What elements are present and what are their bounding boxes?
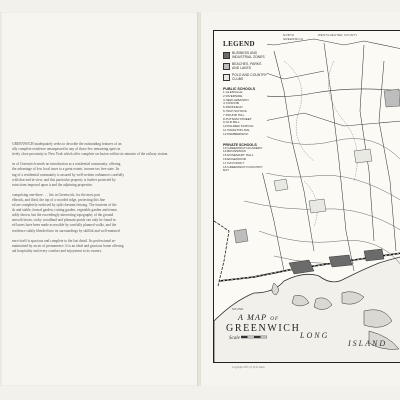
public-schools-list — [223, 91, 267, 137]
map-scale — [229, 335, 267, 341]
water-label-island: ISLAND — [348, 339, 388, 348]
school-item: 18 GREENWICH COUNTRY DAY — [223, 164, 263, 173]
text-line: sh and stable, formal garden, cutting garden, vegetable garden and tennis — [12, 208, 117, 213]
map-title: GREENWICH — [226, 323, 301, 334]
text-line: arbly shown, but the exceedingly interesting topography of the ground — [12, 213, 114, 218]
map-credit: Copyright 1937, by W.D. Allen — [232, 366, 265, 369]
school-item: 3 NEW LEBANON — [223, 97, 249, 102]
text-line: ed are completely enclosed by split chestnut fencing. The fourteen of the — [12, 203, 117, 208]
legend-item — [223, 73, 267, 81]
text-line: ual hospitality and every comfort and enjoyment to its owners. — [12, 248, 103, 253]
text-line: GREENWICH inadequately seeks to describe the outstanding features of an — [12, 142, 122, 146]
text-line: tively close proximity to New York which offer complete seclusion within six minutes of the railway station. — [12, 152, 169, 157]
legend-label: BEACHES, PARKS AND LAKES — [232, 62, 262, 70]
legend-swatch — [223, 74, 230, 81]
school-item: 14 BRUNSWICK — [223, 149, 247, 154]
legend-item — [223, 62, 267, 70]
school-item: 6 HIGH SCHOOL — [223, 108, 248, 113]
description-text — [12, 142, 176, 259]
water-label-long: LONG — [300, 331, 330, 340]
text-line: the advantage of low local taxes to a great extent, income tax free state. Its — [12, 167, 120, 172]
school-item: 8 PUTNAM STREET — [223, 116, 252, 121]
school-item: 13 GREENWICH ACADEMY — [223, 145, 263, 150]
legend-swatch — [223, 52, 230, 59]
place-label-westchester: WESTCHESTER COUNTY — [318, 33, 358, 37]
school-item: 16 EDGEWOOD — [223, 156, 247, 161]
paragraph — [12, 193, 176, 234]
text-line: elbrook, and third, the top of a wooded ridge, protecting this line — [12, 197, 106, 202]
place-label-north: NORTH — [283, 33, 295, 37]
scale-label: Scale — [229, 336, 240, 341]
private-schools-title: PRIVATE SCHOOLS — [223, 142, 257, 147]
map-legend — [223, 40, 267, 173]
text-line: ally complete residence unsurpassed in any of those few remaining spots in — [12, 147, 121, 152]
school-item: 2 RIVERSIDE — [223, 93, 243, 98]
paragraph — [12, 142, 176, 188]
text-line: ence itself is spacious and complete to the last detail. Its professional ar- — [12, 238, 116, 243]
map-title-of: OF — [270, 317, 280, 322]
legend-items — [223, 51, 267, 81]
school-item: 9 OLD MILL — [223, 120, 240, 125]
left-page — [0, 12, 198, 386]
text-line: comprising one-three . . . lies in Greenwich, for the most part — [12, 192, 100, 197]
school-item: 12 PEMBERWICK — [223, 131, 249, 136]
public-schools-title: PUBLIC SCHOOLS — [223, 87, 256, 91]
map-title-a-text: A MAP — [238, 313, 268, 322]
text-line: ed lawns have been made accessible by carefully planned walks, and the — [12, 223, 117, 228]
legend-label: BUSINESS AND INDUSTRIAL ZONES — [232, 51, 265, 59]
text-line: maintained by an air of permanence. It is an ideal and gracious home offering — [12, 243, 124, 248]
text-line: smooth lawns, rocky woodland and pleasant ponds can only be found in — [12, 218, 116, 223]
text-line: residence subtly blended into its surroundings by skillful and well-matured — [12, 228, 120, 233]
school-item: 10 PALMER SCHOOL — [223, 124, 254, 129]
school-item: 17 DAYCROFT — [223, 160, 245, 165]
text-line: ns of Greenwich needs no introduction as a residential community, offering — [12, 162, 121, 167]
text-line: with that end in view, and this particular property is further protected by — [12, 177, 116, 182]
scale-bar-icon — [241, 335, 267, 339]
place-label-greenwich: GREENWICH — [283, 37, 304, 41]
paragraph — [12, 239, 176, 254]
school-item: 5 PARKFIELD — [223, 105, 243, 110]
school-item: 7 ROUND HILL — [223, 112, 245, 117]
place-label-sound: SOUND — [232, 307, 244, 311]
legend-label: POLO AND COUNTRY CLUBS — [232, 73, 267, 81]
school-item: 4 COSCOB — [223, 101, 239, 106]
school-item: 11 HAMILTON AVE — [223, 127, 250, 132]
legend-swatch — [223, 63, 230, 70]
legend-item — [223, 51, 267, 59]
school-item: 1 GLENVILLE — [223, 90, 243, 94]
private-schools-list — [223, 147, 267, 174]
text-line: estrictions imposed upon it and the adjoining properties. — [12, 182, 93, 187]
school-item: 15 ROSEMARY HALL — [223, 153, 254, 158]
text-line: ing of a residential community is assured by well-written ordinances carefully — [12, 172, 125, 177]
map-title-a — [238, 313, 279, 322]
legend-title: LEGEND — [223, 40, 255, 48]
